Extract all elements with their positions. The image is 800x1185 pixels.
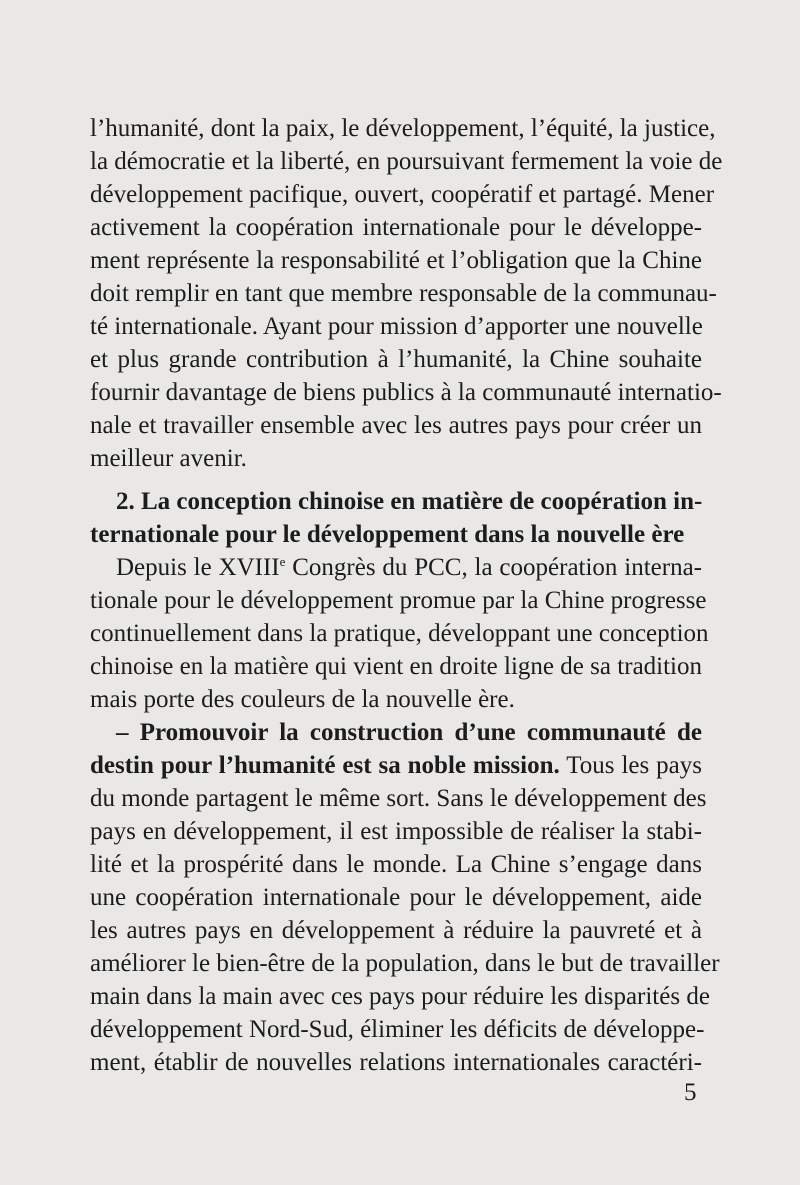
text-segment: Tous les pays: [559, 752, 702, 779]
text-segment: Congrès du PCC, la coopération interna-: [285, 554, 702, 581]
text-line: ment représente la responsabilité et l’obligation que la Chine: [90, 247, 702, 274]
bold-lead-segment: destin pour l’humanité est sa noble mission.: [90, 752, 560, 779]
text-line: du monde partagent le même sort. Sans le développement des: [90, 785, 707, 812]
text-line: tionale pour le développement promue par la Chine progresse: [90, 587, 707, 614]
text-line: mais porte des couleurs de la nouvelle ère.: [90, 686, 515, 713]
text-line: pays en développement, il est impossible de réaliser la stabi-: [90, 818, 702, 845]
text-line: activement la coopération internationale pour le développe-: [90, 214, 702, 241]
heading-line: ternationale pour le développement dans la nouvelle ère: [90, 521, 685, 548]
text-line: la démocratie et la liberté, en poursuivant fermement la voie de: [90, 148, 723, 175]
superscript: e: [279, 554, 286, 569]
text-line: fournir davantage de biens publics à la communauté internatio-: [90, 379, 722, 406]
text-line: continuellement dans la pratique, développant une conception: [90, 620, 709, 647]
text-line: meilleur avenir.: [90, 445, 247, 472]
text-line: améliorer le bien-être de la population, dans le but de travailler: [90, 950, 720, 977]
text-line: développement pacifique, ouvert, coopératif et partagé. Mener: [90, 181, 715, 208]
text-line: et plus grande contribution à l’humanité, la Chine souhaite: [90, 346, 702, 373]
heading-line: 2. La conception chinoise en matière de coopération in-: [116, 488, 703, 515]
bold-lead-line: – Promouvoir la construction d’une communauté de: [116, 719, 702, 746]
text-line: ment, établir de nouvelles relations internationales caractéri-: [90, 1049, 702, 1076]
text-line: [116, 551, 702, 584]
text-line: développement Nord-Sud, éliminer les déficits de développe-: [90, 1016, 705, 1043]
text-line: l’humanité, dont la paix, le développement, l’équité, la justice,: [90, 115, 716, 142]
page-number: 5: [684, 1079, 697, 1106]
text-line: nale et travailler ensemble avec les autres pays pour créer un: [90, 412, 702, 439]
text-line: doit remplir en tant que membre responsable de la communau-: [90, 280, 717, 307]
text-line: lité et la prospérité dans le monde. La Chine s’engage dans: [90, 851, 702, 878]
text-line: chinoise en la matière qui vient en droite ligne de sa tradition: [90, 653, 702, 680]
text-line: une coopération internationale pour le développement, aide: [90, 884, 702, 911]
text-line: main dans la main avec ces pays pour réduire les disparités de: [90, 983, 710, 1010]
text-segment: Depuis le XVIII: [116, 554, 280, 581]
text-line: les autres pays en développement à réduire la pauvreté et à: [90, 917, 702, 944]
text-line: [90, 749, 702, 782]
text-line: té internationale. Ayant pour mission d’apporter une nouvelle: [90, 313, 703, 340]
